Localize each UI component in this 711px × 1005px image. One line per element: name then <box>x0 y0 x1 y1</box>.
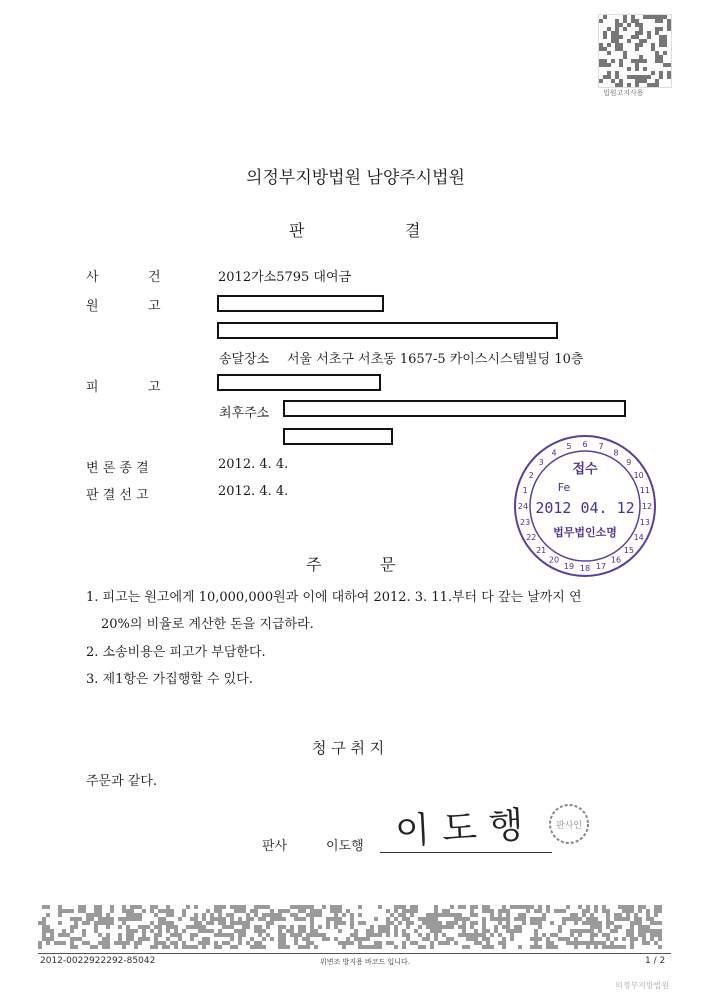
footer-doc-number: 2012-0022922292-85042 <box>40 956 156 966</box>
plaintiff-label-1: 원 <box>86 299 99 314</box>
order-title-char-1: 주 <box>306 555 322 574</box>
service-address: 서울 서초구 서초동 1657-5 카이스시스템빌딩 10층 <box>287 352 584 367</box>
claim-text: 주문과 같다. <box>86 774 158 789</box>
anti-forgery-barcode <box>38 905 664 951</box>
case-label-2: 건 <box>148 270 161 285</box>
order-item-1: 1. 피고는 원고에게 10,000,000원과 이에 대하여 2012. 3. 11.부터 다 갚는 날까지 연 <box>86 590 582 605</box>
qr-code <box>598 14 672 88</box>
barcode-pattern <box>38 905 664 951</box>
court-name: 의정부지방법원 남양주시법원 <box>246 168 465 188</box>
reception-stamp-graphic <box>512 433 658 579</box>
service-address-prefix: 송달장소 <box>219 352 270 367</box>
defendant-name-redaction <box>217 374 381 391</box>
stamp-ring-number: 22 <box>526 533 537 542</box>
order-title-char-2: 문 <box>380 555 396 574</box>
judge-seal-graphic <box>548 803 590 845</box>
stamp-ring-number: 13 <box>639 518 650 528</box>
footer-page: 1 / 2 <box>645 956 666 966</box>
stamp-ring-number: 10 <box>633 471 644 480</box>
stamp-ring-number: 12 <box>641 502 653 511</box>
stamp-sub: Fe <box>557 481 571 494</box>
plaintiff-label-2: 고 <box>148 299 161 314</box>
stamp-ring-number: 9 <box>626 458 632 468</box>
judge-name: 이도행 <box>326 839 364 854</box>
footer-divider <box>38 953 671 954</box>
order-item-1-cont: 20%의 비율로 계산한 돈을 지급하라. <box>101 617 314 632</box>
stamp-ring-number: 8 <box>613 448 619 458</box>
judge-title: 판사 <box>262 839 288 854</box>
stamp-ring-number: 24 <box>517 502 529 511</box>
plaintiff-name-redaction <box>217 295 384 312</box>
stamp-ring-number: 3 <box>538 458 544 468</box>
stamp-ring-number: 20 <box>548 555 560 565</box>
plaintiff-address-redaction <box>217 322 558 339</box>
stamp-date: 2012 04. 12 <box>535 499 635 517</box>
stamp-ring-number: 5 <box>566 442 572 452</box>
claim-title: 청 구 취 지 <box>312 739 385 757</box>
stamp-office: 법무법인소명 <box>553 526 617 539</box>
qr-pattern <box>599 15 671 87</box>
doc-title-char-1: 판 <box>289 221 305 240</box>
stamp-ring-number: 1 <box>522 485 528 495</box>
closing-date: 2012. 4. 4. <box>218 457 289 472</box>
defendant-address-redaction <box>283 400 626 417</box>
stamp-ring-number: 17 <box>595 561 607 571</box>
defendant-address-redaction-2 <box>283 428 393 445</box>
judge-seal <box>548 803 590 845</box>
defendant-label-1: 피 <box>86 380 99 395</box>
stamp-ring-number: 2 <box>528 471 534 480</box>
pronounce-label: 판 결 선 고 <box>86 488 149 503</box>
order-item-2: 2. 소송비용은 피고가 부담한다. <box>86 645 266 660</box>
stamp-ring-number: 4 <box>551 448 557 458</box>
case-label-1: 사 <box>86 270 99 285</box>
judge-signature: 이도행 <box>394 804 537 853</box>
stamp-ring-number: 23 <box>520 518 531 528</box>
stamp-header: 접수 <box>572 462 598 477</box>
case-number: 2012가소5795 대여금 <box>218 270 352 285</box>
stamp-ring-number: 7 <box>598 442 604 452</box>
defendant-label-2: 고 <box>148 380 161 395</box>
stamp-ring-number: 16 <box>610 555 622 565</box>
stamp-ring-number: 18 <box>579 564 591 573</box>
order-item-3: 3. 제1항은 가집행할 수 있다. <box>86 672 253 687</box>
closing-label: 변 론 종 결 <box>86 461 149 476</box>
stamp-ring-number: 14 <box>633 533 644 542</box>
stamp-ring-number: 15 <box>623 545 634 555</box>
stamp-ring-number: 19 <box>563 561 575 571</box>
reception-stamp <box>512 433 658 579</box>
stamp-ring-number: 6 <box>582 440 588 449</box>
doc-title-char-2: 결 <box>405 221 421 240</box>
stamp-ring-number: 11 <box>639 485 650 495</box>
footer-note: 위변조 방지용 바코드 입니다. <box>320 958 411 966</box>
footer-watermark: 의정부지방법원 <box>615 981 670 990</box>
judge-seal-text: 판사인 <box>555 821 583 831</box>
last-address-prefix: 최후주소 <box>219 406 270 421</box>
pronounce-date: 2012. 4. 4. <box>218 484 289 499</box>
qr-caption: 법원고지사용 <box>603 89 644 97</box>
stamp-ring-number: 21 <box>536 545 547 555</box>
